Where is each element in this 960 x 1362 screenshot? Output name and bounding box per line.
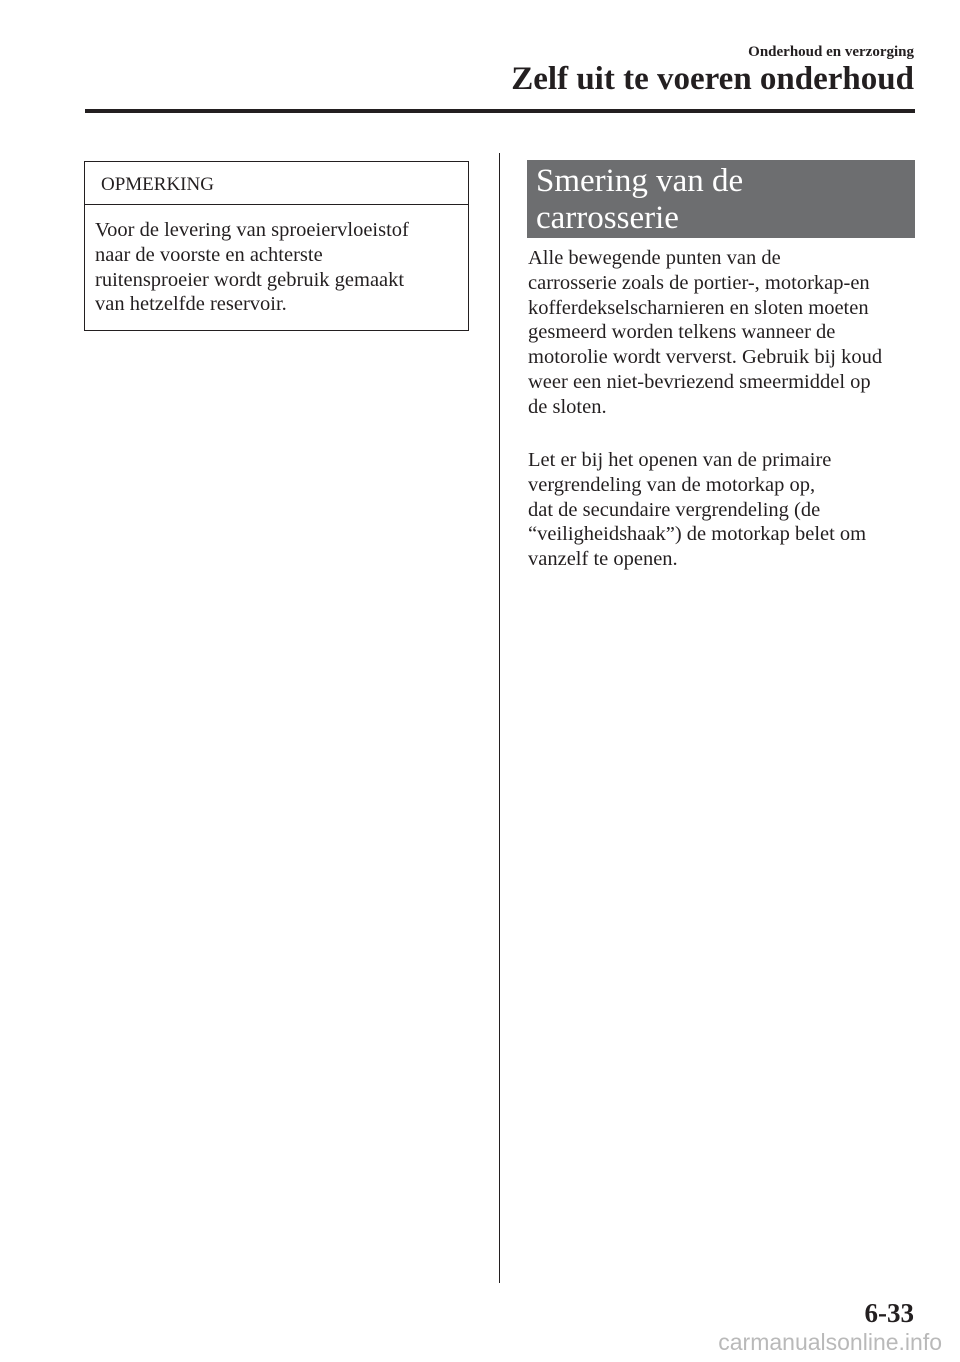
page-number: 6-33 (864, 1298, 914, 1328)
note-box (84, 161, 469, 331)
body-paragraph-hood-latch (528, 448, 920, 572)
column-divider (499, 153, 500, 1283)
paragraph-line: de sloten. (528, 395, 607, 418)
paragraph-line: weer een niet-bevriezend smeermiddel op (528, 370, 871, 393)
note-divider (85, 204, 468, 205)
paragraph-line: kofferdekselscharnieren en sloten moeten (528, 296, 869, 319)
section-heading-line: Smering van de (536, 163, 744, 199)
paragraph-line: vergrendeling van de motorkap op, (528, 473, 816, 496)
paragraph-line: motorolie wordt ververst. Gebruik bij koud (528, 346, 883, 369)
section-heading-line: carrosserie (536, 200, 679, 236)
paragraph-line: gesmeerd worden telkens wanneer de (528, 321, 836, 344)
running-header-section: Onderhoud en verzorging (748, 44, 914, 60)
paragraph-line: carrosserie zoals de portier-, motorkap-en (528, 271, 870, 294)
body-paragraph-lubrication (528, 246, 920, 420)
paragraph-line: Let er bij het openen van de primaire (528, 449, 832, 471)
header-divider (85, 109, 915, 113)
paragraph-line: Alle bewegende punten van de (528, 247, 781, 269)
note-line: Voor de levering van sproeiervloeistof (95, 219, 409, 241)
note-line: ruitensproeier wordt gebruik gemaakt (95, 268, 405, 291)
paragraph-line: dat de secundaire vergrendeling (de (528, 498, 821, 521)
note-line: naar de voorste en achterste (95, 243, 323, 266)
watermark: carmanualsonline.info (718, 1329, 942, 1355)
note-label: OPMERKING (101, 174, 214, 195)
section-heading (527, 160, 915, 238)
running-header-title: Zelf uit te voeren onderhoud (511, 61, 914, 97)
note-line: van hetzelfde reservoir. (95, 293, 287, 316)
note-text (95, 218, 465, 317)
paragraph-line: “veiligheidshaak”) de motorkap belet om (528, 523, 867, 546)
paragraph-line: vanzelf te openen. (528, 548, 678, 571)
